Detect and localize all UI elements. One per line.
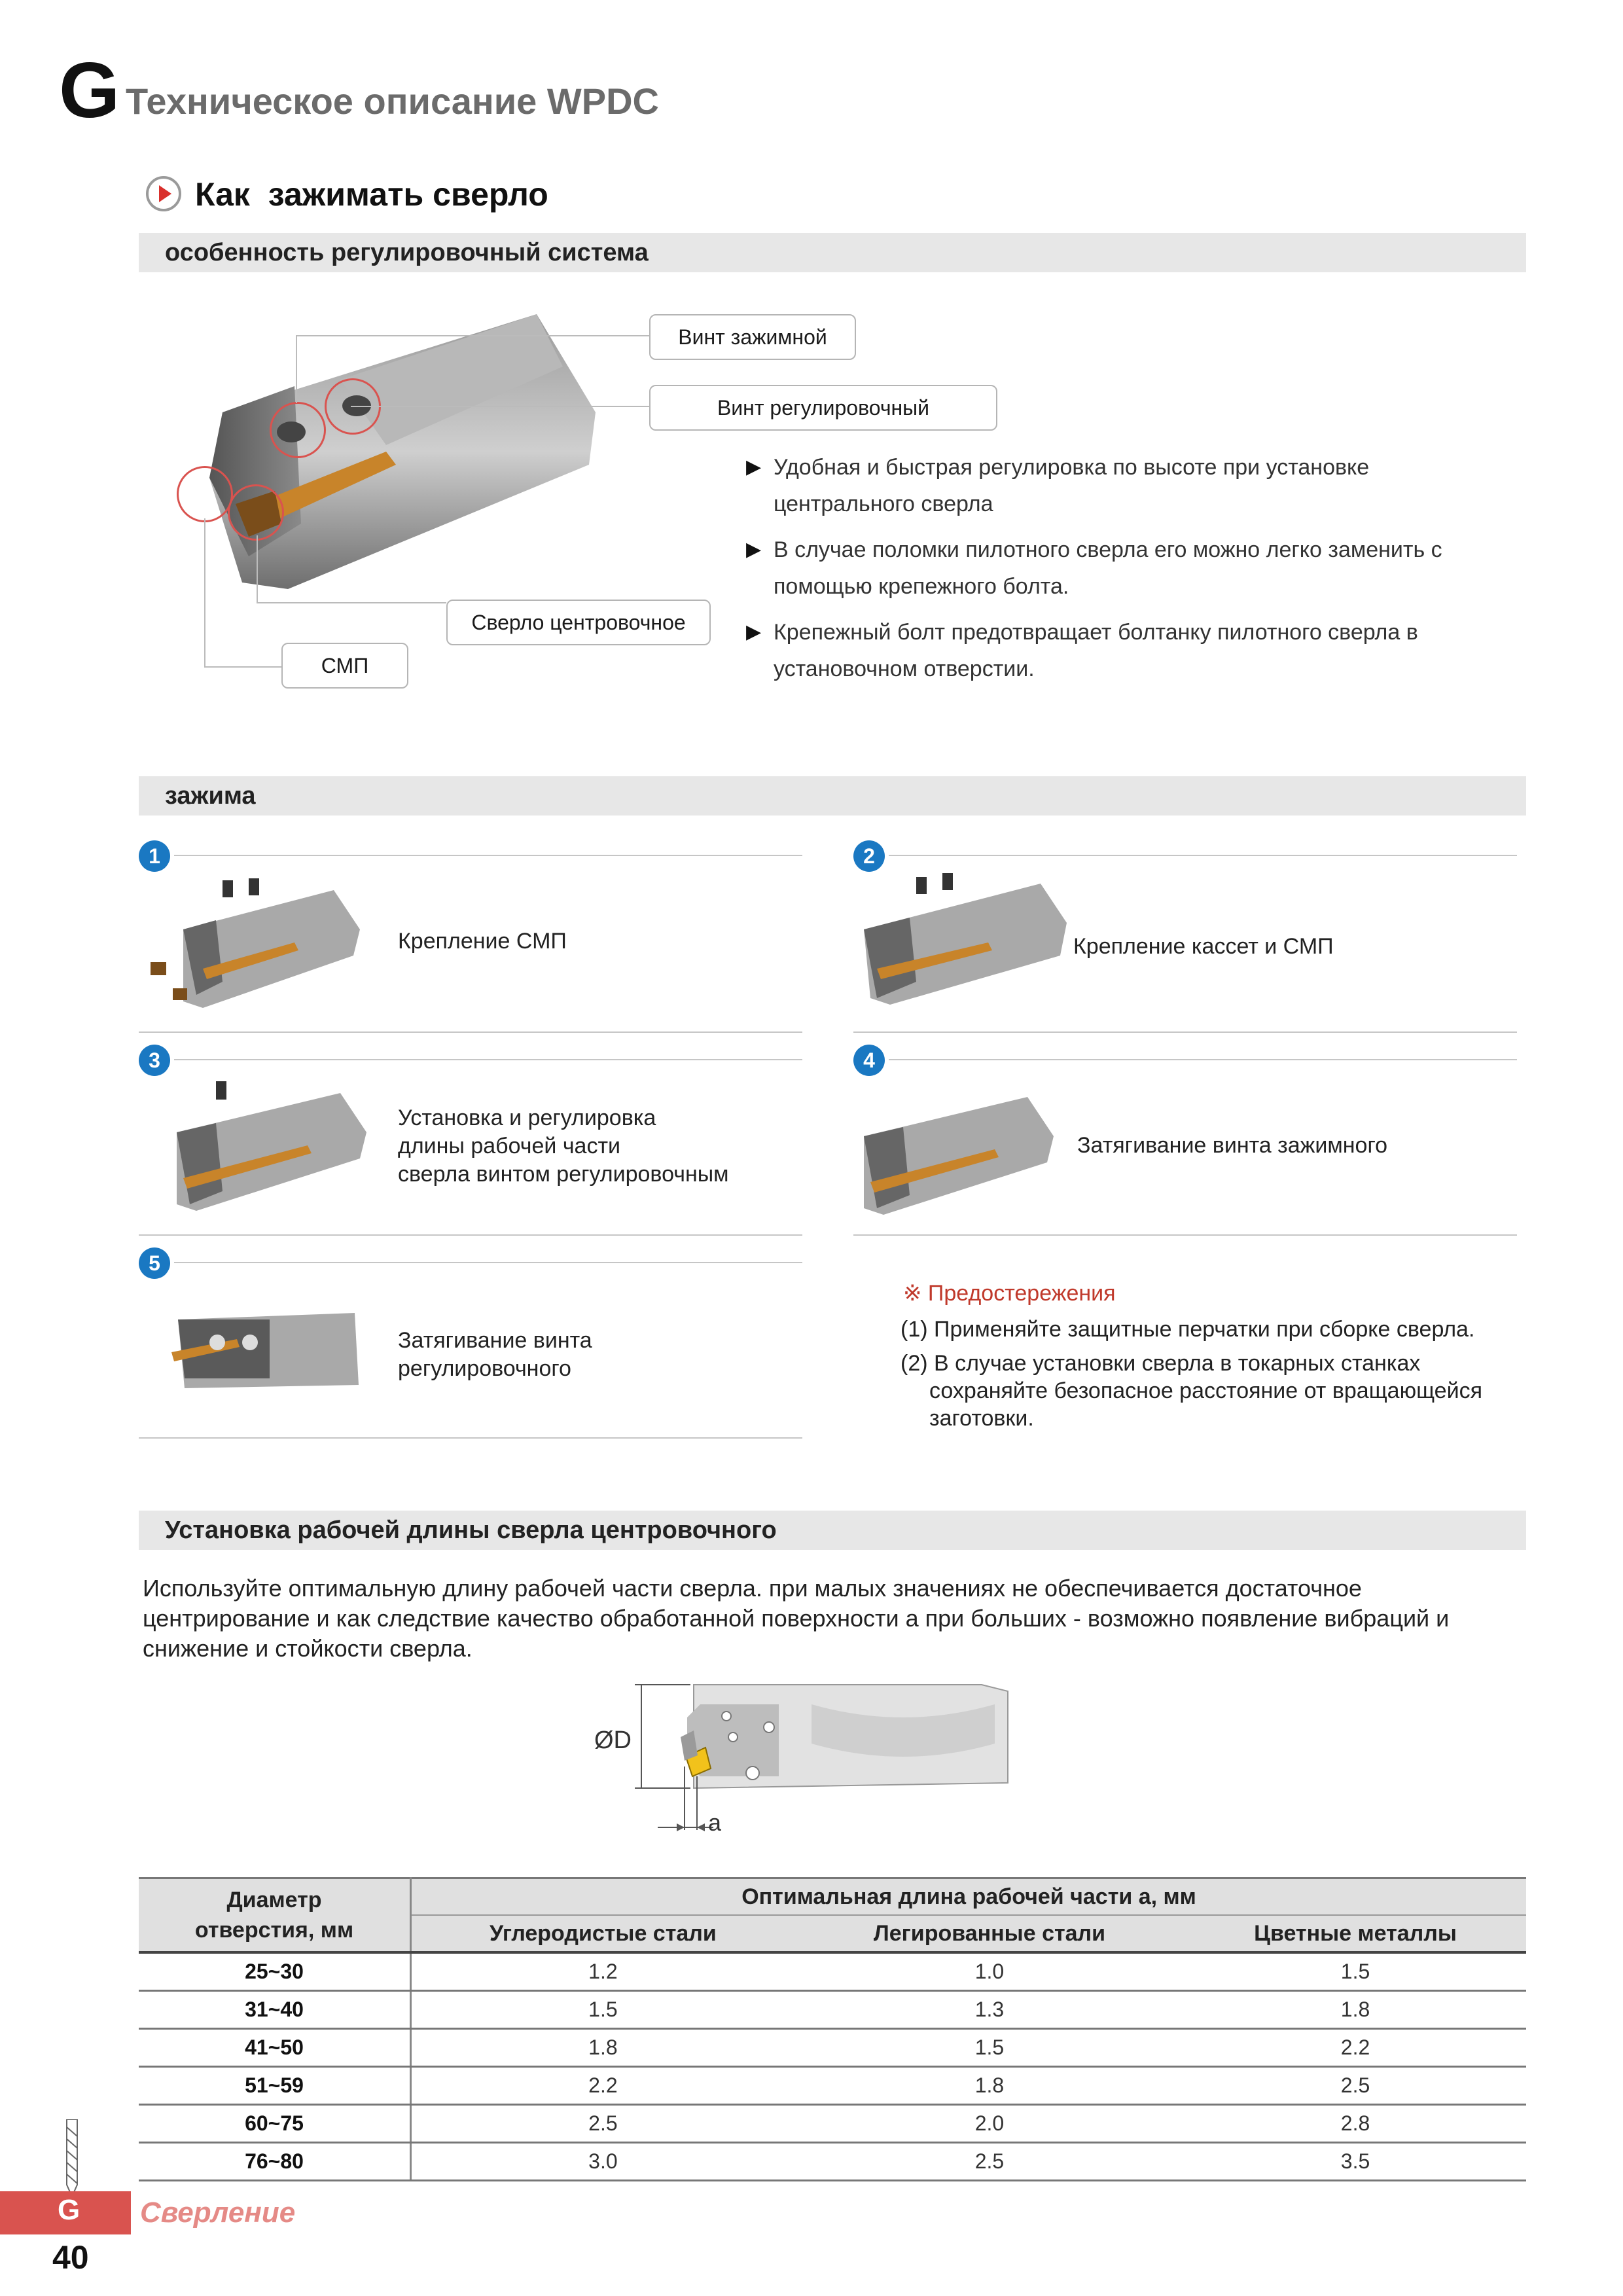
body-paragraph-line: центрирование и как следствие качество обработанной поверхности а при больших - возможно появление вибраций и: [143, 1605, 1450, 1632]
page-title: Техническое описание WPDC: [126, 81, 659, 122]
cell-value: 1.8: [794, 2067, 1185, 2105]
triangle-bullet-icon: ▶: [746, 621, 762, 643]
section-bar-clamping: [139, 776, 1526, 816]
caution-title: ※ Предостережения: [903, 1281, 1116, 1306]
cell-value: 3.0: [411, 2143, 794, 2181]
table-header-nonferrous: Цветные металлы: [1185, 1915, 1526, 1952]
cell-value: 2.2: [411, 2067, 794, 2105]
cell-value: 1.5: [794, 2029, 1185, 2067]
leader-line: [351, 406, 649, 407]
caution-item-1: (1) Применяйте защитные перчатки при сборке сверла.: [901, 1317, 1475, 1342]
caution-item-2: (2) В случае установки сверла в токарных станках: [901, 1351, 1421, 1376]
bullet-line: установочном отверстии.: [774, 656, 1035, 681]
step-5-text-line: Затягивание винта: [398, 1328, 592, 1353]
leader-line: [204, 666, 281, 668]
bullet-line: Удобная и быстрая регулировка по высоте при установке: [774, 455, 1370, 480]
cell-value: 2.5: [411, 2105, 794, 2143]
step-divider: [174, 855, 802, 856]
highlight-circle-adjust-screw: [270, 402, 326, 458]
cell-value: 2.8: [1185, 2105, 1526, 2143]
leader-line: [296, 335, 649, 336]
bullet-line: помощью крепежного болта.: [774, 574, 1069, 599]
cell-diameter: 60~75: [139, 2105, 411, 2143]
table-row: [139, 2029, 1526, 2067]
header-line: отверстия, мм: [194, 1918, 354, 1943]
table-header-group: Оптимальная длина рабочей части a, мм: [411, 1878, 1527, 1916]
bullet-line: Крепежный болт предотвращает болтанку пилотного сверла в: [774, 620, 1418, 645]
leader-line: [296, 335, 297, 403]
caution-item-2-cont: заготовки.: [929, 1406, 1034, 1431]
feature-bullet: [746, 614, 1505, 687]
step-divider: [174, 1262, 802, 1263]
leader-line: [257, 535, 258, 602]
step-2-text: Крепление кассет и СМП: [1073, 934, 1334, 959]
step-divider: [853, 1031, 1517, 1033]
working-length-table: [139, 1877, 1526, 2181]
drill-dimension-diagram: [628, 1678, 1021, 1848]
footer-section-name: Сверление: [140, 2197, 296, 2229]
leader-line: [257, 602, 446, 603]
step-divider: [889, 855, 1517, 856]
bar-label: особенность регулировочный система: [165, 239, 649, 266]
bar-label: Установка рабочей длины сверла центровочного: [165, 1516, 777, 1544]
dimension-label-a: a: [708, 1809, 722, 1836]
step-1-text: Крепление СМП: [398, 929, 567, 954]
cell-value: 1.2: [411, 1952, 794, 1991]
cell-value: 2.0: [794, 2105, 1185, 2143]
caution-item-2-cont: сохраняйте безопасное расстояние от вращающейся: [929, 1378, 1482, 1403]
cell-value: 1.0: [794, 1952, 1185, 1991]
step-4-image: [851, 1084, 1060, 1215]
step-3-image: [164, 1080, 373, 1211]
cell-diameter: 25~30: [139, 1952, 411, 1991]
cell-value: 1.8: [411, 2029, 794, 2067]
footer-tab-letter: G: [58, 2194, 80, 2226]
callout-insert: СМП: [281, 643, 408, 689]
table-row: [139, 2105, 1526, 2143]
cell-diameter: 41~50: [139, 2029, 411, 2067]
cell-diameter: 51~59: [139, 2067, 411, 2105]
cell-diameter: 76~80: [139, 2143, 411, 2181]
header-letter: G: [59, 46, 120, 134]
drill-bit-icon: [63, 2119, 81, 2198]
table-header-alloy-steel: Легированные стали: [794, 1915, 1185, 1952]
step-divider: [889, 1059, 1517, 1060]
body-paragraph-line: снижение и стойкости сверла.: [143, 1635, 473, 1662]
step-number-1: 1: [139, 840, 170, 872]
step-5-image: [171, 1306, 361, 1391]
table-header-carbon-steel: Углеродистые стали: [411, 1915, 794, 1952]
triangle-bullet-icon: ▶: [746, 539, 762, 560]
table-row: [139, 2143, 1526, 2181]
cell-value: 2.2: [1185, 2029, 1526, 2067]
callout-center-drill: Сверло центровочное: [446, 600, 711, 645]
step-1-image: [144, 877, 366, 1008]
step-3-text-line: Установка и регулировка: [398, 1105, 656, 1130]
triangle-bullet-icon: ▶: [746, 456, 762, 478]
step-3-text-line: сверла винтом регулировочным: [398, 1162, 729, 1187]
page-number: 40: [52, 2239, 89, 2276]
cell-value: 1.5: [411, 1991, 794, 2029]
step-3-text-line: длины рабочей части: [398, 1134, 621, 1158]
step-number-2: 2: [853, 840, 885, 872]
highlight-circle-center-drill: [228, 484, 284, 541]
bar-label: зажима: [165, 782, 256, 810]
step-divider: [174, 1059, 802, 1060]
bullet-line: В случае поломки пилотного сверла его можно легко заменить с: [774, 537, 1442, 562]
table-row: [139, 2067, 1526, 2105]
callout-clamp-screw: Винт зажимной: [649, 314, 856, 360]
highlight-circle-insert: [177, 466, 233, 522]
feature-bullet: [746, 449, 1505, 522]
section-title: Как зажимать сверло: [195, 176, 548, 213]
body-paragraph-line: Используйте оптимальную длину рабочей части сверла. при малых значениях не обеспечивается достаточное: [143, 1575, 1362, 1602]
play-icon: [145, 175, 182, 212]
callout-adjust-screw: Винт регулировочный: [649, 385, 997, 431]
step-divider: [139, 1437, 802, 1439]
cell-value: 3.5: [1185, 2143, 1526, 2181]
cell-value: 1.5: [1185, 1952, 1526, 1991]
step-number-4: 4: [853, 1045, 885, 1076]
cell-diameter: 31~40: [139, 1991, 411, 2029]
cell-value: 1.8: [1185, 1991, 1526, 2029]
section-bar-adjust-system: [139, 233, 1526, 272]
leader-line: [204, 518, 205, 666]
drill-illustration: [170, 308, 628, 615]
step-divider: [139, 1031, 802, 1033]
table-header-diameter: [139, 1878, 411, 1953]
step-4-text: Затягивание винта зажимного: [1077, 1133, 1388, 1158]
step-number-3: 3: [139, 1045, 170, 1076]
table-row: [139, 1952, 1526, 1991]
section-bar-working-length: [139, 1511, 1526, 1550]
dimension-label-diameter: ØD: [594, 1727, 632, 1754]
cell-value: 2.5: [794, 2143, 1185, 2181]
step-number-5: 5: [139, 1247, 170, 1279]
header-line: Диаметр: [226, 1888, 322, 1912]
step-divider: [139, 1234, 802, 1236]
table-row: [139, 1991, 1526, 2029]
step-5-text-line: регулировочного: [398, 1356, 571, 1381]
cell-value: 1.3: [794, 1991, 1185, 2029]
bullet-line: центрального сверла: [774, 492, 993, 516]
step-2-image: [851, 870, 1073, 1008]
feature-bullet: [746, 531, 1505, 605]
cell-value: 2.5: [1185, 2067, 1526, 2105]
step-divider: [853, 1234, 1517, 1236]
